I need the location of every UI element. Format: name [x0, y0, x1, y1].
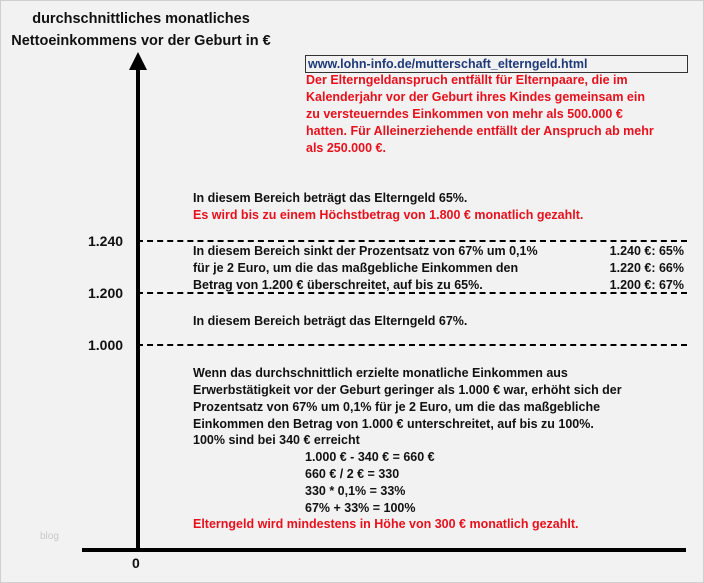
origin-label: 0 [132, 555, 140, 571]
zone-65-max-text: Es wird bis zu einem Höchstbetrag von 1.800 € monatlich gezahlt. [193, 208, 584, 222]
zone-transition-line: In diesem Bereich sinkt der Prozentsatz von 67% um 0,1% [193, 244, 538, 258]
note-line: Der Elterngeldanspruch entfällt für Elternpaare, die im [306, 73, 628, 87]
minimum-amount-text: Elterngeld wird mindestens in Höhe von 300 € monatlich gezahlt. [193, 517, 579, 531]
tick-label-1240: 1.240 [88, 233, 124, 249]
note-line: zu versteuerndes Einkommen von mehr als 500.000 € [306, 107, 623, 121]
threshold-line-1240 [137, 240, 687, 242]
calc-line: 1.000 € - 340 € = 660 € [305, 450, 435, 464]
zone-low-line: Wenn das durchschnittlich erzielte monatliche Einkommen aus [193, 366, 568, 380]
note-line: als 250.000 €. [306, 141, 386, 155]
zone-low-line: Erwerbstätigkeit vor der Geburt geringer als 1.000 € war, erhöht sich der [193, 383, 622, 397]
note-line: hatten. Für Alleinerziehende entfällt der Anspruch ab mehr [306, 124, 654, 138]
calc-line: 67% + 33% = 100% [305, 501, 416, 515]
zone-transition-line: für je 2 Euro, um die das maßgebliche Einkommen den [193, 261, 519, 275]
zone-65-text: In diesem Bereich beträgt das Elterngeld 65%. [193, 191, 468, 205]
tick-label-1200: 1.200 [88, 285, 124, 301]
zone-low-line: Prozentsatz von 67% um 0,1% für je 2 Euro, um die das maßgebliche [193, 400, 601, 414]
example-rate: 1.220 €: 66% [609, 261, 684, 275]
watermark: blog [40, 531, 59, 542]
zone-transition-line: Betrag von 1.200 € überschreitet, auf bis zu 65%. [193, 278, 483, 292]
tick-label-1000: 1.000 [88, 337, 124, 353]
x-axis [82, 548, 686, 552]
axis-title-line-2: Nettoeinkommens vor der Geburt in € [11, 33, 271, 49]
axis-title-line-1: durchschnittliches monatliches [32, 11, 250, 27]
example-rate: 1.240 €: 65% [609, 244, 684, 258]
source-url-link[interactable]: www.lohn-info.de/mutterschaft_elterngeld.html [305, 55, 688, 73]
example-rate: 1.200 €: 67% [609, 278, 684, 292]
zone-low-line: Einkommen den Betrag von 1.000 € unterschreitet, auf bis zu 100%. [193, 417, 594, 431]
calc-line: 330 * 0,1% = 33% [305, 484, 406, 498]
zone-low-line: 100% sind bei 340 € erreicht [193, 433, 360, 447]
y-axis [136, 66, 140, 552]
zone-67-text: In diesem Bereich beträgt das Elterngeld 67%. [193, 314, 468, 328]
note-line: Kalenderjahr vor der Geburt ihres Kindes gemeinsam ein [306, 90, 645, 104]
threshold-line-1000 [137, 344, 687, 346]
calc-line: 660 € / 2 € = 330 [305, 467, 400, 481]
